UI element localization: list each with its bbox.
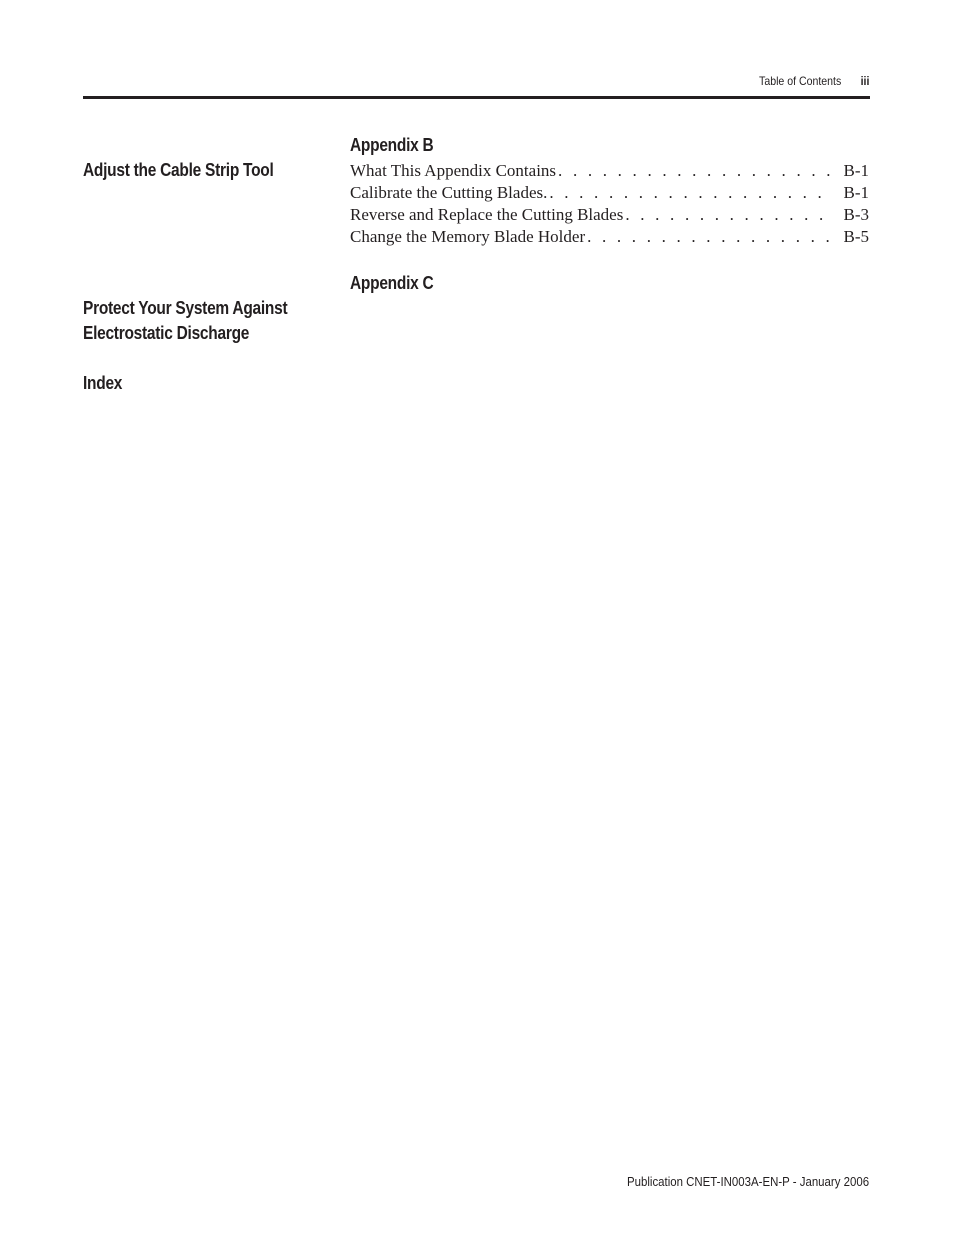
chapter-heading-protect-system: Protect Your System Against — [83, 298, 288, 318]
toc-entry-page: B-5 — [843, 227, 869, 246]
toc-entry-page: B-1 — [843, 161, 869, 180]
appendix-c-title: Appendix C — [350, 273, 434, 293]
chapter-heading-adjust-cable-strip-tool: Adjust the Cable Strip Tool — [83, 160, 274, 180]
dot-leader — [625, 204, 831, 226]
toc-entry-label: What This Appendix Contains — [350, 161, 557, 180]
toc-entry-label: Change the Memory Blade Holder — [350, 227, 586, 246]
publication-footer: Publication CNET-IN003A-EN-P - January 2006 — [626, 1174, 869, 1189]
dot-leader — [549, 182, 831, 204]
toc-entry[interactable] — [350, 204, 869, 226]
dot-leader — [558, 160, 831, 182]
header-divider — [83, 96, 870, 99]
running-header — [759, 74, 869, 88]
toc-entry-page: B-3 — [843, 205, 869, 224]
chapter-heading-index: Index — [83, 373, 123, 393]
appendix-b-title: Appendix B — [350, 135, 434, 155]
toc-entry[interactable] — [350, 160, 869, 182]
header-section-title: Table of Contents — [758, 74, 841, 88]
header-page-number: iii — [860, 74, 869, 88]
toc-entry-label: Reverse and Replace the Cutting Blades — [350, 205, 624, 224]
dot-leader — [587, 226, 831, 248]
toc-entry-label: Calibrate the Cutting Blades. — [350, 183, 548, 202]
chapter-heading-electrostatic-discharge: Electrostatic Discharge — [83, 323, 250, 343]
toc-entry[interactable] — [350, 182, 869, 204]
toc-entry[interactable] — [350, 226, 869, 248]
toc-entry-page: B-1 — [843, 183, 869, 202]
